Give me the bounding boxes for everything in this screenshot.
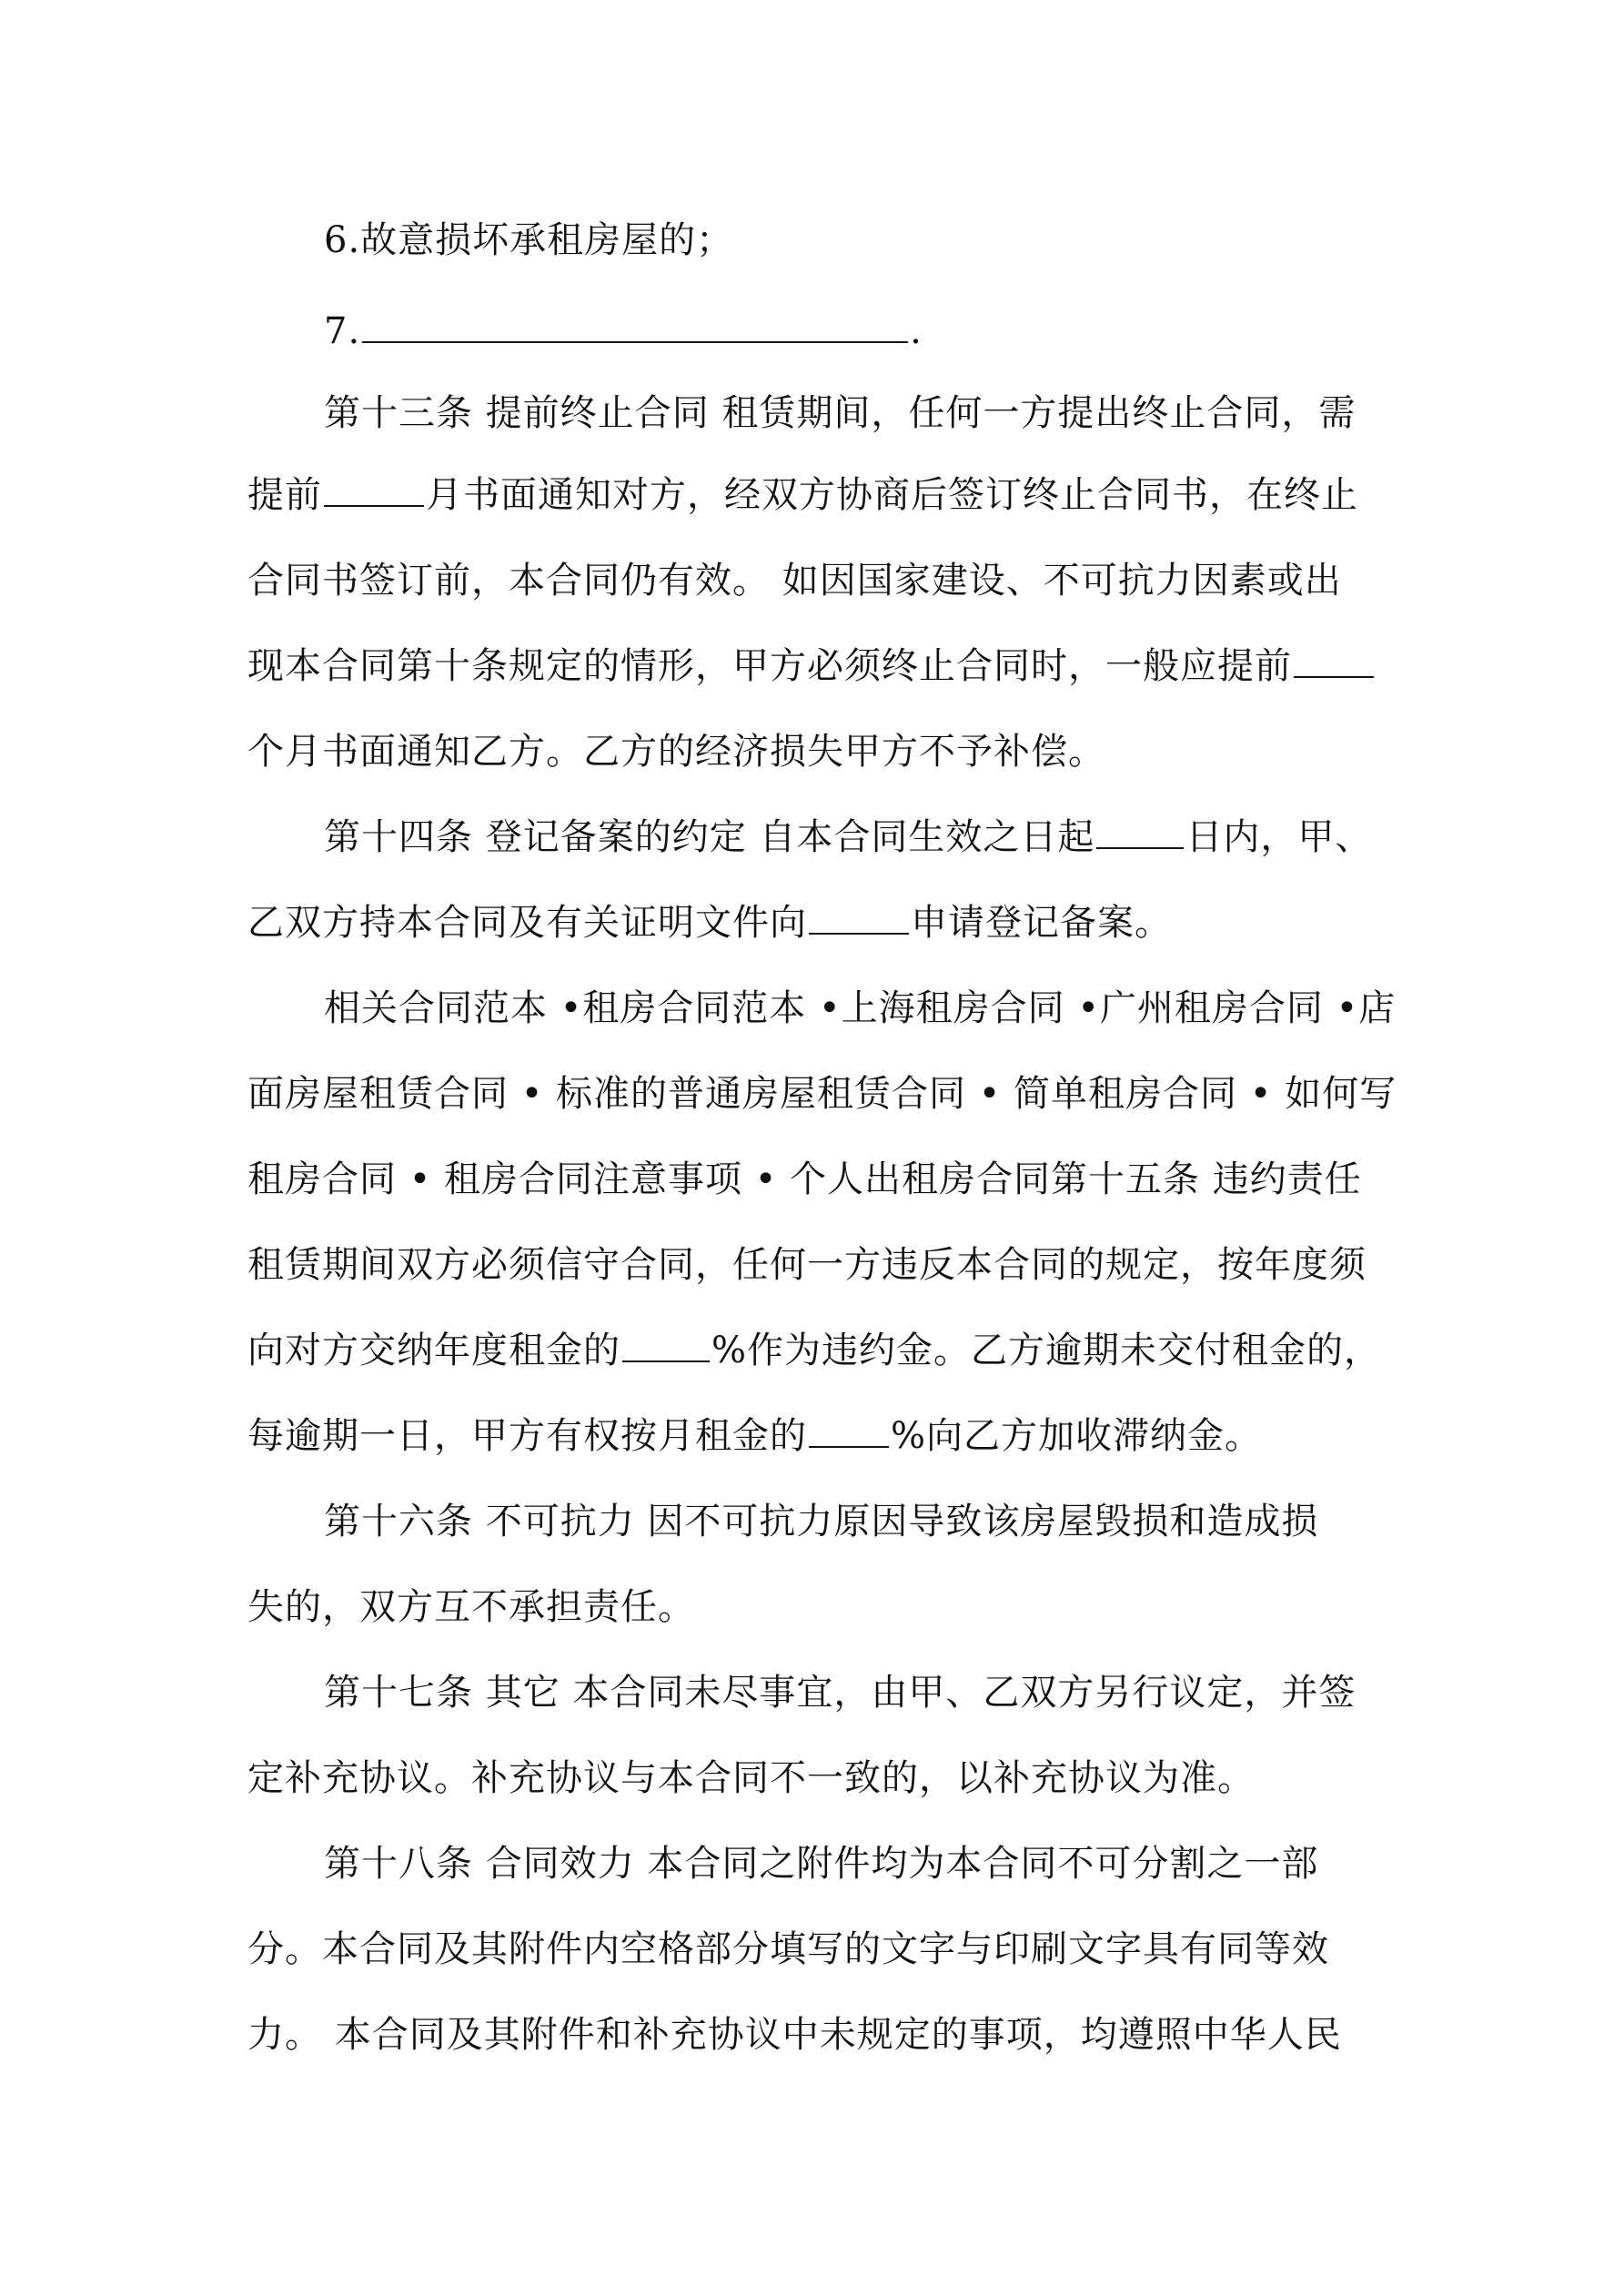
line-text: 向对方交纳年度租金的 [247, 1330, 620, 1371]
text-line [247, 1926, 1329, 1973]
line-text: . [910, 310, 923, 352]
text-line [247, 1327, 1381, 1374]
text-line [324, 985, 1396, 1032]
text-line [247, 557, 1342, 604]
line-text: 面房屋租赁合同 • 标准的普通房屋租赁合同 • 简单租房合同 • 如何写 [247, 1073, 1397, 1115]
fill-blank [1294, 643, 1374, 678]
text-line [324, 389, 1356, 437]
line-text: 失的，双方互不承担责任。 [247, 1586, 695, 1628]
line-text: 日内，甲、 [1185, 816, 1373, 858]
text-line [247, 728, 1105, 775]
line-text: 力。 本合同及其附件和补充协议中未规定的事项，均遵照中华人民 [247, 2014, 1342, 2056]
line-text: 每逾期一日，甲方有权按月租金的 [247, 1415, 807, 1457]
line-text: 第十八条 合同效力 本合同之附件均为本合同不可分割之一部 [324, 1843, 1319, 1885]
text-line [324, 814, 1372, 861]
text-line [324, 1498, 1318, 1545]
text-line [324, 1669, 1356, 1716]
line-text: 租赁期间双方必须信守合同，任何一方违反本合同的规定，按年度须 [247, 1244, 1367, 1286]
line-text: 第十七条 其它 本合同未尽事宜，由甲、乙双方另行议定，并签 [324, 1672, 1357, 1714]
text-line [324, 308, 923, 355]
line-text: 6.故意损坏承租房屋的； [324, 219, 734, 261]
text-line [247, 1755, 1255, 1802]
text-line [247, 471, 1358, 519]
line-text: 第十四条 登记备案的约定 自本合同生效之日起 [324, 816, 1095, 858]
line-text: 月书面通知对方，经双方协商后签订终止合同书，在终止 [426, 474, 1358, 516]
text-line [247, 899, 1172, 946]
line-text: 相关合同范本 •租房合同范本 •上海租房合同 •广州租房合同 •店 [324, 987, 1397, 1029]
fill-blank [809, 900, 909, 935]
fill-blank [362, 308, 908, 343]
line-text: 合同书签订前，本合同仍有效。 如因国家建设、不可抗力因素或出 [247, 560, 1342, 602]
text-line [247, 1241, 1367, 1289]
line-text: 7. [324, 310, 361, 352]
fill-blank [324, 472, 424, 507]
line-text: %向乙方加收滞纳金。 [891, 1415, 1263, 1457]
line-text: 定补充协议。补充协议与本合同不一致的，以补充协议为准。 [247, 1757, 1255, 1799]
line-text: 现本合同第十条规定的情形，甲方必须终止合同时，一般应提前 [247, 645, 1292, 687]
line-text: 申请登记备案。 [911, 902, 1172, 944]
line-text: 提前 [247, 474, 322, 516]
text-line [324, 217, 733, 264]
fill-blank [622, 1328, 710, 1362]
line-text: 个月书面通知乙方。乙方的经济损失甲方不予补偿。 [247, 731, 1105, 773]
text-line [247, 1070, 1397, 1118]
fill-blank [1096, 814, 1184, 849]
fill-blank [809, 1413, 889, 1448]
text-line [247, 1583, 695, 1631]
line-text: 分。本合同及其附件内空格部分填写的文字与印刷文字具有同等效 [247, 1928, 1329, 1970]
text-line [324, 1840, 1318, 1887]
line-text: %作为违约金。乙方逾期未交付租金的， [711, 1330, 1382, 1371]
line-text: 第十三条 提前终止合同 租赁期间，任何一方提出终止合同，需 [324, 392, 1357, 434]
line-text: 第十六条 不可抗力 因不可抗力原因导致该房屋毁损和造成损 [324, 1501, 1319, 1542]
line-text: 租房合同 • 租房合同注意事项 • 个人出租房合同第十五条 违约责任 [247, 1158, 1362, 1200]
text-line [247, 642, 1376, 690]
text-line [247, 1156, 1362, 1203]
text-line [247, 2011, 1342, 2058]
text-line [247, 1412, 1262, 1460]
line-text: 乙双方持本合同及有关证明文件向 [247, 902, 807, 944]
